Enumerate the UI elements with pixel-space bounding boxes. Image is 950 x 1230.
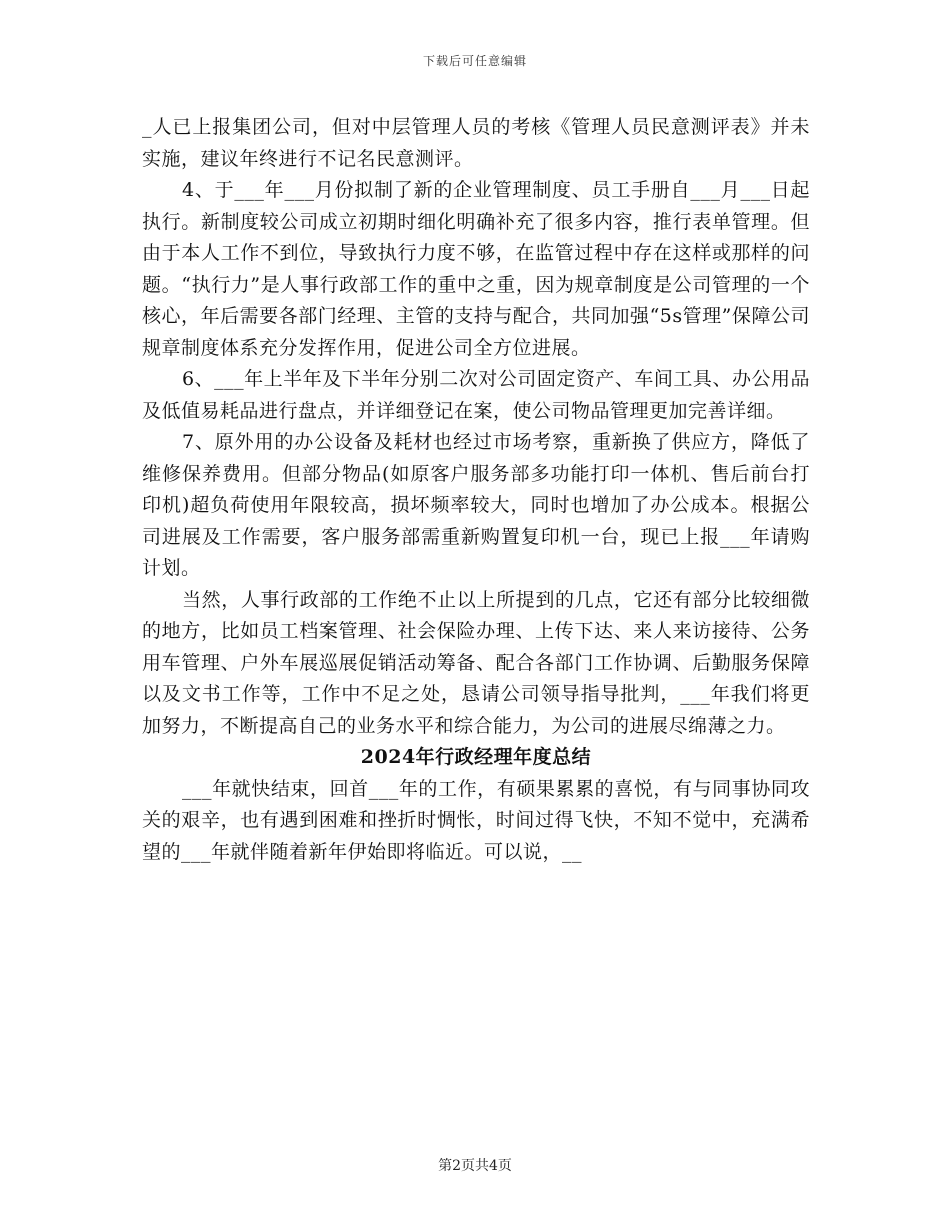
page-footer: 第2页共4页	[438, 1158, 512, 1174]
paragraph-continuation: _人已上报集团公司，但对中层管理人员的考核《管理人员民意测评表》并未实施，建议年终进行不记名民意测评。	[142, 116, 810, 170]
section-title: 2024年行政经理年度总结	[360, 746, 592, 768]
paragraph-item-6: 6、___年上半年及下半年分别二次对公司固定资产、车间工具、办公用品及低值易耗品进行盘点，并详细登记在案，使公司物品管理更加完善详细。	[142, 368, 810, 422]
paragraph-item-7: 7、原外用的办公设备及耗材也经过市场考察，重新换了供应方，降低了维修保养费用。但部分物品(如原客户服务部多功能打印一体机、售后前台打印机)超负荷使用年限较高，损坏频率较大，同时也增加了办公成本。根据公司进展及工作需要，客户服务部需重新购置复印机一台，现已上报___年请购计划。	[142, 431, 810, 579]
document-body	[142, 112, 810, 868]
page-header: 下载后可任意编辑	[422, 54, 527, 68]
paragraph-summary: 当然，人事行政部的工作绝不止以上所提到的几点，它还有部分比较细微的地方，比如员工档案管理、社会保险办理、上传下达、来人来访接待、公务用车管理、户外车展巡展促销活动筹备、配合各部门工作协调、后勤服务保障以及文书工作等，工作中不足之处，恳请公司领导指导批判，___年我们将更加努力，不断提高自己的业务水平和综合能力，为公司的进展尽绵薄之力。	[142, 588, 810, 737]
paragraph-opening: ___年就快结束，回首___年的工作，有硕果累累的喜悦，有与同事协同攻关的艰辛，也有遇到困难和挫折时惆怅，时间过得飞快，不知不觉中，充满希望的___年就伴随着新年伊始即将临近。可以说，__	[142, 777, 810, 863]
paragraph-item-4: 4、于___年___月份拟制了新的企业管理制度、员工手册自___月___日起执行。新制度较公司成立初期时细化明确补充了很多内容，推行表单管理。但由于本人工作不到位，导致执行力度不够，在监管过程中存在这样或那样的问题。“执行力”是人事行政部工作的重中之重，因为规章制度是公司管理的一个核心，年后需要各部门经理、主管的支持与配合，共同加强“5s管理”保障公司规章制度体系充分发挥作用，促进公司全方位进展。	[142, 179, 810, 359]
